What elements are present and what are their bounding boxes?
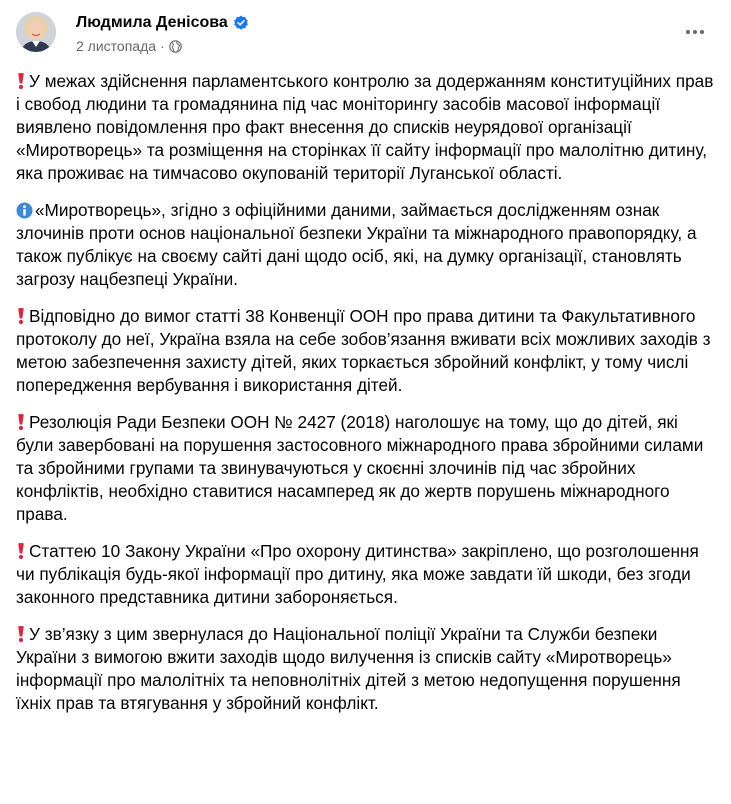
more-options-button[interactable] bbox=[679, 16, 711, 48]
exclamation-icon bbox=[16, 72, 26, 90]
post-meta bbox=[76, 36, 249, 56]
verified-badge-icon bbox=[233, 15, 249, 31]
exclamation-icon bbox=[16, 307, 26, 325]
post-paragraph bbox=[16, 305, 716, 397]
paragraph-text: У зв’язку з цим звернулася до Національної поліції України та Служби безпеки України з вимогою вжити заходів щодо вилучення із списків сайту «Миротворець» інформації про малолітніх та неповнолітніх дітей з метою недопущення порушення їхніх прав та втягування у збройний конфлікт. bbox=[16, 624, 681, 713]
author-row bbox=[76, 12, 249, 34]
paragraph-text: «Миротворець», згідно з офіційними даними, займається дослідженням ознак злочинів проти основ національної безпеки України та міжнародного правопорядку, а також публікує на своєму сайті дані щодо осіб, які, на думку організації, становлять загрозу нацбезпеці України. bbox=[16, 200, 697, 289]
meta-separator: · bbox=[160, 38, 165, 54]
author-avatar[interactable] bbox=[16, 12, 56, 52]
author-name[interactable]: Людмила Денісова bbox=[76, 14, 228, 31]
author-block bbox=[76, 12, 249, 56]
post-paragraph bbox=[16, 540, 716, 609]
post-timestamp[interactable]: 2 листопада bbox=[76, 38, 157, 54]
post-paragraph bbox=[16, 70, 716, 185]
more-horizontal-icon bbox=[693, 30, 697, 34]
exclamation-icon bbox=[16, 542, 26, 560]
paragraph-text: У межах здійснення парламентського контролю за додержанням конституційних прав і свобод людини та громадянина під час моніторингу засобів масової інформації виявлено повідомлення про факт внесення до списків неурядової організації «Миротворець» та розміщення на сторінках її сайту інформації про малолітню дитину, яка проживає на тимчасово окупованій території Луганської області. bbox=[16, 71, 714, 183]
exclamation-icon bbox=[16, 413, 26, 431]
post-content bbox=[16, 70, 716, 729]
post-paragraph bbox=[16, 623, 716, 715]
more-horizontal-icon bbox=[686, 30, 690, 34]
paragraph-text: Відповідно до вимог статті 38 Конвенції ООН про права дитини та Факультативного протоколу до неї, Україна взяла на себе зобов’язання вживати всіх можливих заходів з метою забезпечення захисту дітей, яких торкається збройний конфлікт, у тому числі попередження вербування і використання дітей. bbox=[16, 306, 711, 395]
globe-icon[interactable] bbox=[169, 40, 182, 53]
paragraph-text: Резолюція Ради Безпеки ООН № 2427 (2018) наголошує на тому, що до дітей, які були завербовані на порушення застосовного міжнародного права збройними силами та збройними групами та звинувачуються у скоєнні злочинів під час збройних конфліктів, необхідно ставитися насамперед як до жертв порушень міжнародного права. bbox=[16, 412, 704, 524]
post-paragraph bbox=[16, 199, 716, 291]
post-paragraph bbox=[16, 411, 716, 526]
avatar-photo-icon bbox=[16, 12, 56, 52]
info-icon bbox=[16, 202, 33, 219]
more-horizontal-icon bbox=[700, 30, 704, 34]
post-header bbox=[16, 12, 715, 62]
exclamation-icon bbox=[16, 625, 26, 643]
paragraph-text: Статтею 10 Закону України «Про охорону дитинства» закріплено, що розголошення чи публікація будь-якої інформації про дитину, яка може завдати їй шкоди, без згоди законного представника дитини забороняється. bbox=[16, 541, 699, 607]
